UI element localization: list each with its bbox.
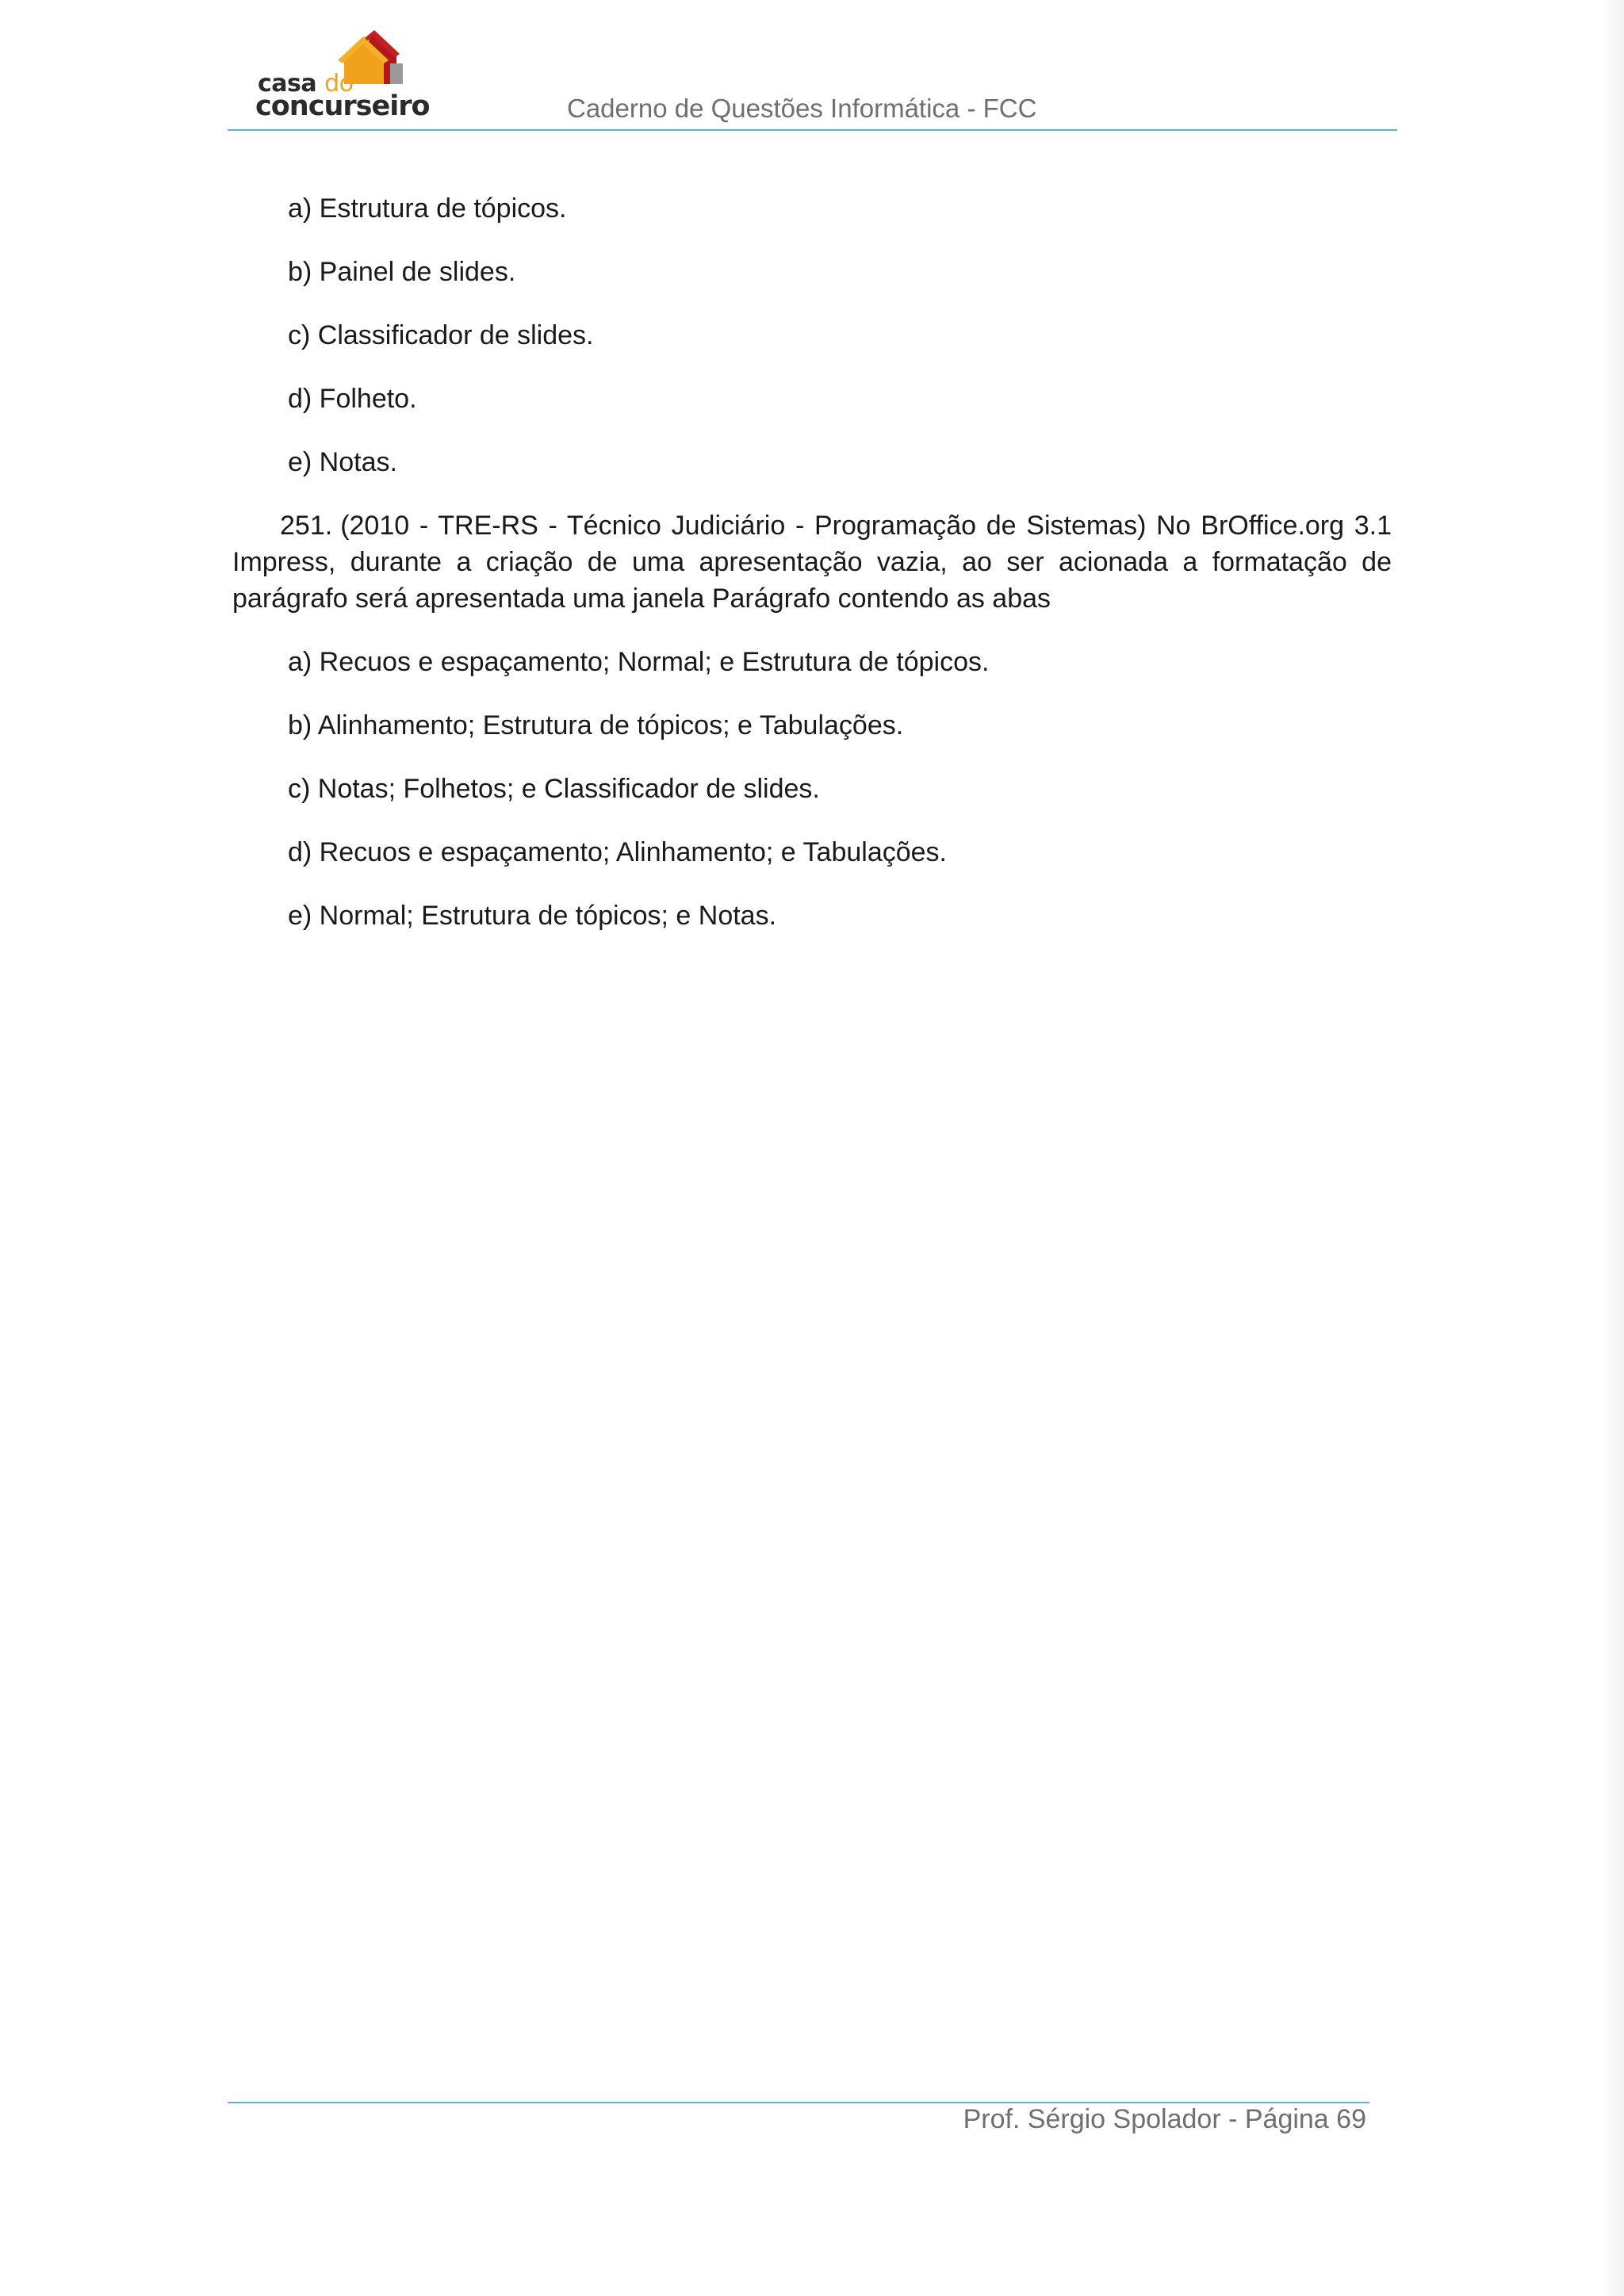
casa-do-concurseiro-logo (255, 29, 430, 124)
prev-option-c: c) Classificador de slides. (288, 320, 594, 350)
header-divider (228, 129, 1397, 131)
logo-text-concurseiro: concurseiro (255, 90, 430, 122)
prev-option-d: d) Folheto. (288, 384, 417, 414)
question-251 (232, 507, 1392, 617)
option-d: d) Recuos e espaçamento; Alinhamento; e Tabulações. (288, 837, 948, 867)
footer-divider (228, 2102, 1369, 2103)
header-title: Caderno de Questões Informática - FCC (567, 94, 1037, 123)
question-number: 251. (280, 511, 333, 541)
logo-text-casa: casa do (258, 70, 354, 98)
option-c: c) Notas; Folhetos; e Classificador de slides. (288, 774, 820, 804)
prev-option-a: a) Estrutura de tópicos. (288, 193, 567, 224)
option-b: b) Alinhamento; Estrutura de tópicos; e Tabulações. (288, 710, 904, 740)
option-e: e) Normal; Estrutura de tópicos; e Notas. (288, 901, 777, 931)
question-text: (2010 - TRE-RS - Técnico Judiciário - Programação de Sistemas) No BrOffice.org 3.1 Impress, durante a criação de uma apresentação vazia, ao ser acionada a formatação de parágrafo será apresentada uma janela Parágrafo contendo as abas (232, 511, 1392, 614)
prev-option-b: b) Painel de slides. (288, 257, 516, 287)
page-content (232, 190, 1392, 961)
footer-page-info: Prof. Sérgio Spolador - Página 69 (963, 2104, 1366, 2134)
page-edge-shadow (1602, 0, 1624, 2296)
option-a: a) Recuos e espaçamento; Normal; e Estrutura de tópicos. (288, 647, 990, 677)
prev-option-e: e) Notas. (288, 447, 397, 477)
